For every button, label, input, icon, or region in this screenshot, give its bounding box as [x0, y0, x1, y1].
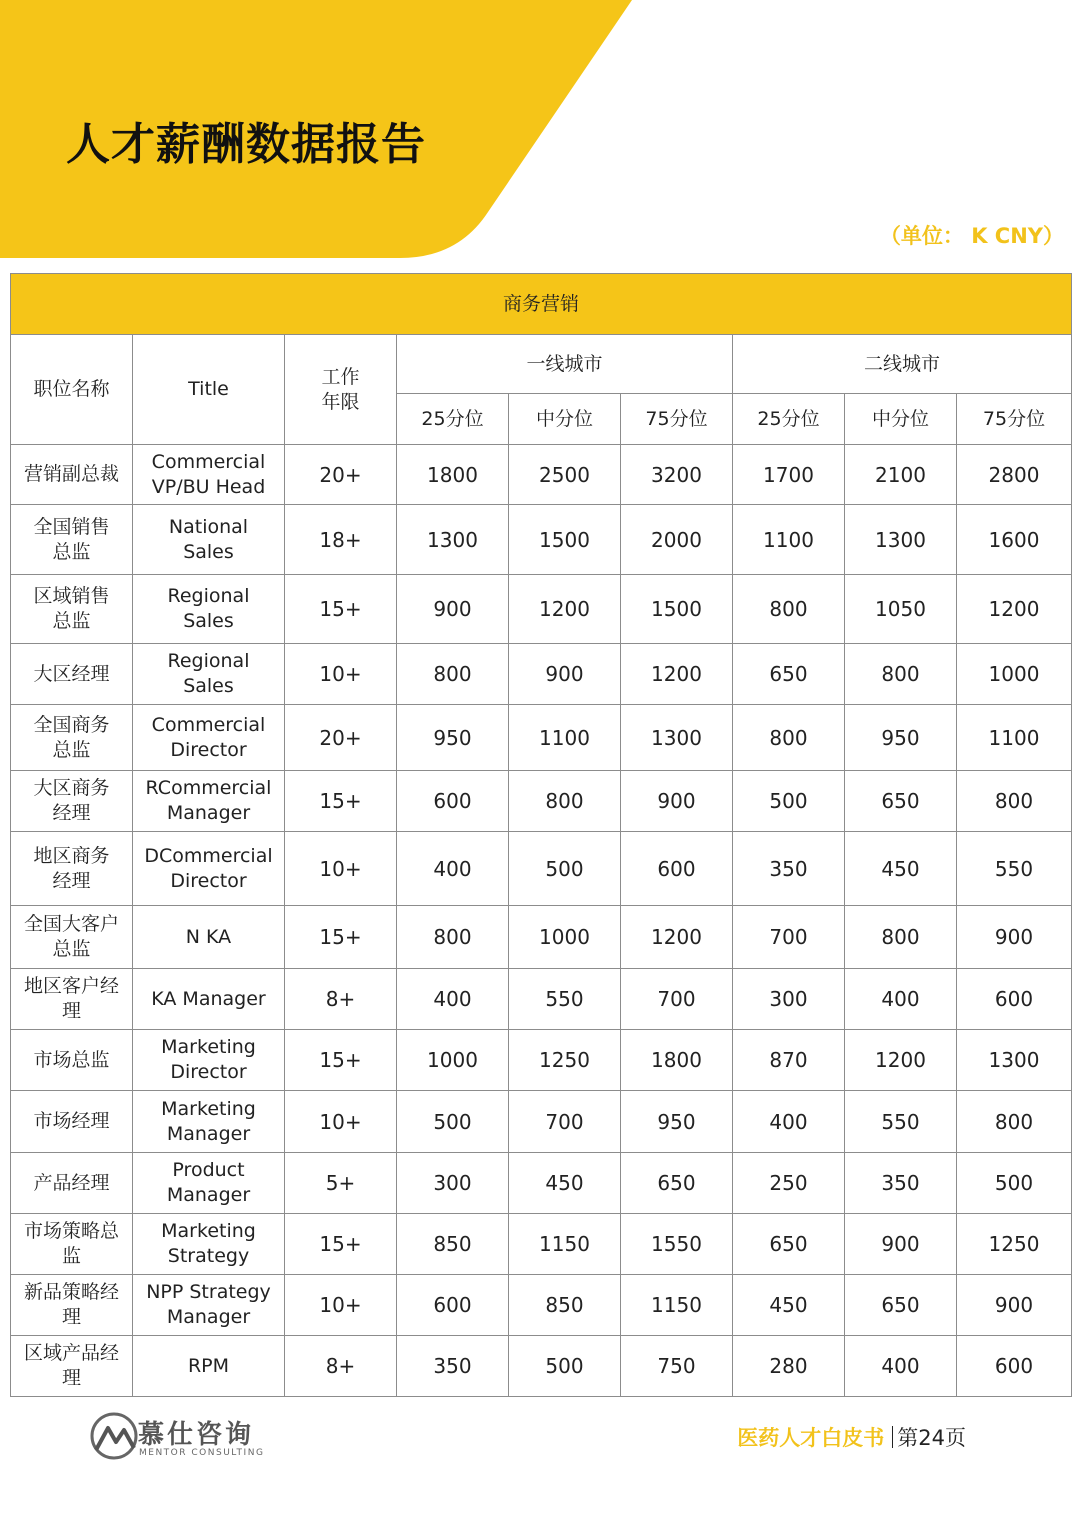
cell-salary: 250: [733, 1153, 845, 1214]
col-header-years: 工作 年限: [285, 335, 397, 445]
cell-salary: 900: [397, 575, 509, 644]
cell-position-cn: 全国商务 总监: [11, 705, 133, 771]
cell-position-cn: 新品策略经 理: [11, 1275, 133, 1336]
col-header-percentile: 中分位: [845, 394, 957, 445]
table-row: [11, 969, 1072, 1030]
cell-years: 18+: [285, 505, 397, 575]
col-header-percentile: 25分位: [397, 394, 509, 445]
cell-years: 8+: [285, 1336, 397, 1397]
cell-salary: 1200: [621, 644, 733, 705]
col-header-percentile: 75分位: [957, 394, 1072, 445]
cell-salary: 900: [957, 1275, 1072, 1336]
col-header-percentile: 75分位: [621, 394, 733, 445]
cell-salary: 800: [509, 771, 621, 832]
cell-title-en: Marketing Manager: [133, 1091, 285, 1153]
cell-years: 10+: [285, 832, 397, 906]
cell-salary: 800: [957, 1091, 1072, 1153]
cell-salary: 600: [397, 1275, 509, 1336]
table-row: [11, 1030, 1072, 1091]
cell-salary: 450: [509, 1153, 621, 1214]
cell-salary: 350: [733, 832, 845, 906]
cell-salary: 1200: [621, 906, 733, 969]
cell-years: 10+: [285, 1091, 397, 1153]
page-title: 人才薪酬数据报告: [66, 119, 426, 170]
cell-salary: 950: [621, 1091, 733, 1153]
cell-salary: 800: [845, 906, 957, 969]
table-row: [11, 505, 1072, 575]
cell-years: 20+: [285, 705, 397, 771]
cell-position-cn: 市场经理: [11, 1091, 133, 1153]
cell-salary: 650: [733, 1214, 845, 1275]
cell-salary: 1100: [733, 505, 845, 575]
cell-salary: 1300: [621, 705, 733, 771]
cell-years: 15+: [285, 771, 397, 832]
cell-salary: 400: [397, 832, 509, 906]
cell-salary: 750: [621, 1336, 733, 1397]
cell-salary: 350: [397, 1336, 509, 1397]
cell-years: 20+: [285, 445, 397, 505]
cell-title-en: DCommercial Director: [133, 832, 285, 906]
cell-salary: 1550: [621, 1214, 733, 1275]
cell-salary: 400: [733, 1091, 845, 1153]
cell-salary: 550: [509, 969, 621, 1030]
cell-salary: 800: [397, 644, 509, 705]
cell-years: 15+: [285, 1214, 397, 1275]
cell-salary: 550: [845, 1091, 957, 1153]
cell-title-en: NPP Strategy Manager: [133, 1275, 285, 1336]
whitepaper-label: 医药人才白皮书: [737, 1426, 885, 1450]
cell-salary: 1150: [509, 1214, 621, 1275]
table-row: [11, 445, 1072, 505]
cell-salary: 1200: [957, 575, 1072, 644]
cell-salary: 2800: [957, 445, 1072, 505]
cell-years: 5+: [285, 1153, 397, 1214]
cell-title-en: National Sales: [133, 505, 285, 575]
cell-salary: 600: [957, 1336, 1072, 1397]
col-header-tier1: 一线城市: [397, 335, 733, 394]
col-header-title: Title: [133, 335, 285, 445]
cell-salary: 450: [733, 1275, 845, 1336]
cell-salary: 900: [957, 906, 1072, 969]
cell-salary: 650: [733, 644, 845, 705]
unit-note: （单位： K CNY）: [879, 224, 1064, 248]
cell-salary: 1100: [509, 705, 621, 771]
cell-salary: 1000: [957, 644, 1072, 705]
cell-salary: 900: [509, 644, 621, 705]
cell-salary: 300: [397, 1153, 509, 1214]
cell-salary: 1300: [397, 505, 509, 575]
cell-salary: 1250: [509, 1030, 621, 1091]
cell-salary: 600: [397, 771, 509, 832]
cell-position-cn: 市场策略总 监: [11, 1214, 133, 1275]
cell-salary: 500: [957, 1153, 1072, 1214]
cell-title-en: KA Manager: [133, 969, 285, 1030]
cell-salary: 1800: [397, 445, 509, 505]
cell-salary: 950: [397, 705, 509, 771]
cell-salary: 700: [509, 1091, 621, 1153]
cell-years: 8+: [285, 969, 397, 1030]
cell-salary: 500: [509, 832, 621, 906]
cell-salary: 850: [509, 1275, 621, 1336]
cell-position-cn: 区域销售 总监: [11, 575, 133, 644]
footer-right: [737, 1422, 966, 1452]
cell-position-cn: 区域产品经 理: [11, 1336, 133, 1397]
table-row: [11, 705, 1072, 771]
cell-salary: 650: [845, 1275, 957, 1336]
table-row: [11, 1091, 1072, 1153]
cell-title-en: RCommercial Manager: [133, 771, 285, 832]
col-header-percentile: 25分位: [733, 394, 845, 445]
col-header-tier2: 二线城市: [733, 335, 1072, 394]
cell-title-en: RPM: [133, 1336, 285, 1397]
cell-title-en: N KA: [133, 906, 285, 969]
cell-title-en: Marketing Strategy: [133, 1214, 285, 1275]
page-number: 第24页: [897, 1426, 966, 1450]
cell-position-cn: 大区经理: [11, 644, 133, 705]
cell-salary: 400: [845, 969, 957, 1030]
salary-table: [10, 273, 1072, 1397]
cell-salary: 900: [845, 1214, 957, 1275]
cell-salary: 800: [397, 906, 509, 969]
cell-position-cn: 营销副总裁: [11, 445, 133, 505]
cell-position-cn: 全国大客户 总监: [11, 906, 133, 969]
cell-salary: 1200: [845, 1030, 957, 1091]
mountain-m-logo-icon: [88, 1410, 140, 1462]
cell-salary: 1150: [621, 1275, 733, 1336]
cell-salary: 2000: [621, 505, 733, 575]
cell-salary: 1300: [845, 505, 957, 575]
cell-years: 15+: [285, 1030, 397, 1091]
cell-years: 10+: [285, 1275, 397, 1336]
cell-salary: 800: [957, 771, 1072, 832]
cell-years: 10+: [285, 644, 397, 705]
cell-salary: 900: [621, 771, 733, 832]
table-row: [11, 1153, 1072, 1214]
cell-salary: 1050: [845, 575, 957, 644]
cell-title-en: Regional Sales: [133, 644, 285, 705]
table-row: [11, 1214, 1072, 1275]
cell-title-en: Marketing Director: [133, 1030, 285, 1091]
cell-title-en: Regional Sales: [133, 575, 285, 644]
cell-salary: 400: [845, 1336, 957, 1397]
cell-salary: 400: [397, 969, 509, 1030]
cell-position-cn: 地区客户经 理: [11, 969, 133, 1030]
table-row: [11, 1275, 1072, 1336]
cell-salary: 450: [845, 832, 957, 906]
cell-salary: 800: [733, 575, 845, 644]
cell-salary: 1000: [509, 906, 621, 969]
cell-salary: 550: [957, 832, 1072, 906]
table-row: [11, 1336, 1072, 1397]
cell-salary: 1600: [957, 505, 1072, 575]
cell-position-cn: 地区商务 经理: [11, 832, 133, 906]
cell-position-cn: 全国销售 总监: [11, 505, 133, 575]
cell-salary: 300: [733, 969, 845, 1030]
section-title: 商务营销: [11, 274, 1072, 335]
cell-salary: 870: [733, 1030, 845, 1091]
cell-title-en: Commercial Director: [133, 705, 285, 771]
cell-salary: 500: [733, 771, 845, 832]
cell-salary: 1000: [397, 1030, 509, 1091]
table-row: [11, 575, 1072, 644]
cell-salary: 350: [845, 1153, 957, 1214]
cell-salary: 2500: [509, 445, 621, 505]
cell-salary: 500: [509, 1336, 621, 1397]
cell-salary: 1100: [957, 705, 1072, 771]
cell-salary: 1700: [733, 445, 845, 505]
cell-salary: 1800: [621, 1030, 733, 1091]
cell-salary: 600: [621, 832, 733, 906]
brand-name: 慕仕咨询: [138, 1420, 255, 1450]
cell-salary: 1500: [621, 575, 733, 644]
cell-title-en: Product Manager: [133, 1153, 285, 1214]
cell-position-cn: 产品经理: [11, 1153, 133, 1214]
col-header-percentile: 中分位: [509, 394, 621, 445]
salary-table-body: [11, 445, 1072, 1397]
cell-salary: 950: [845, 705, 957, 771]
cell-salary: 500: [397, 1091, 509, 1153]
cell-salary: 700: [621, 969, 733, 1030]
cell-salary: 650: [845, 771, 957, 832]
cell-salary: 1300: [957, 1030, 1072, 1091]
table-row: [11, 644, 1072, 705]
cell-salary: 700: [733, 906, 845, 969]
table-row: [11, 906, 1072, 969]
table-row: [11, 771, 1072, 832]
table-row: [11, 832, 1072, 906]
cell-position-cn: 市场总监: [11, 1030, 133, 1091]
cell-salary: 800: [733, 705, 845, 771]
cell-salary: 650: [621, 1153, 733, 1214]
cell-salary: 280: [733, 1336, 845, 1397]
cell-salary: 850: [397, 1214, 509, 1275]
cell-salary: 1250: [957, 1214, 1072, 1275]
cell-salary: 600: [957, 969, 1072, 1030]
cell-salary: 1500: [509, 505, 621, 575]
cell-salary: 3200: [621, 445, 733, 505]
footer-divider: [892, 1426, 893, 1448]
cell-salary: 2100: [845, 445, 957, 505]
cell-position-cn: 大区商务 经理: [11, 771, 133, 832]
cell-years: 15+: [285, 906, 397, 969]
cell-salary: 1200: [509, 575, 621, 644]
cell-years: 15+: [285, 575, 397, 644]
col-header-position: 职位名称: [11, 335, 133, 445]
brand-name-en: MENTOR CONSULTING: [139, 1448, 265, 1458]
cell-title-en: Commercial VP/BU Head: [133, 445, 285, 505]
cell-salary: 800: [845, 644, 957, 705]
